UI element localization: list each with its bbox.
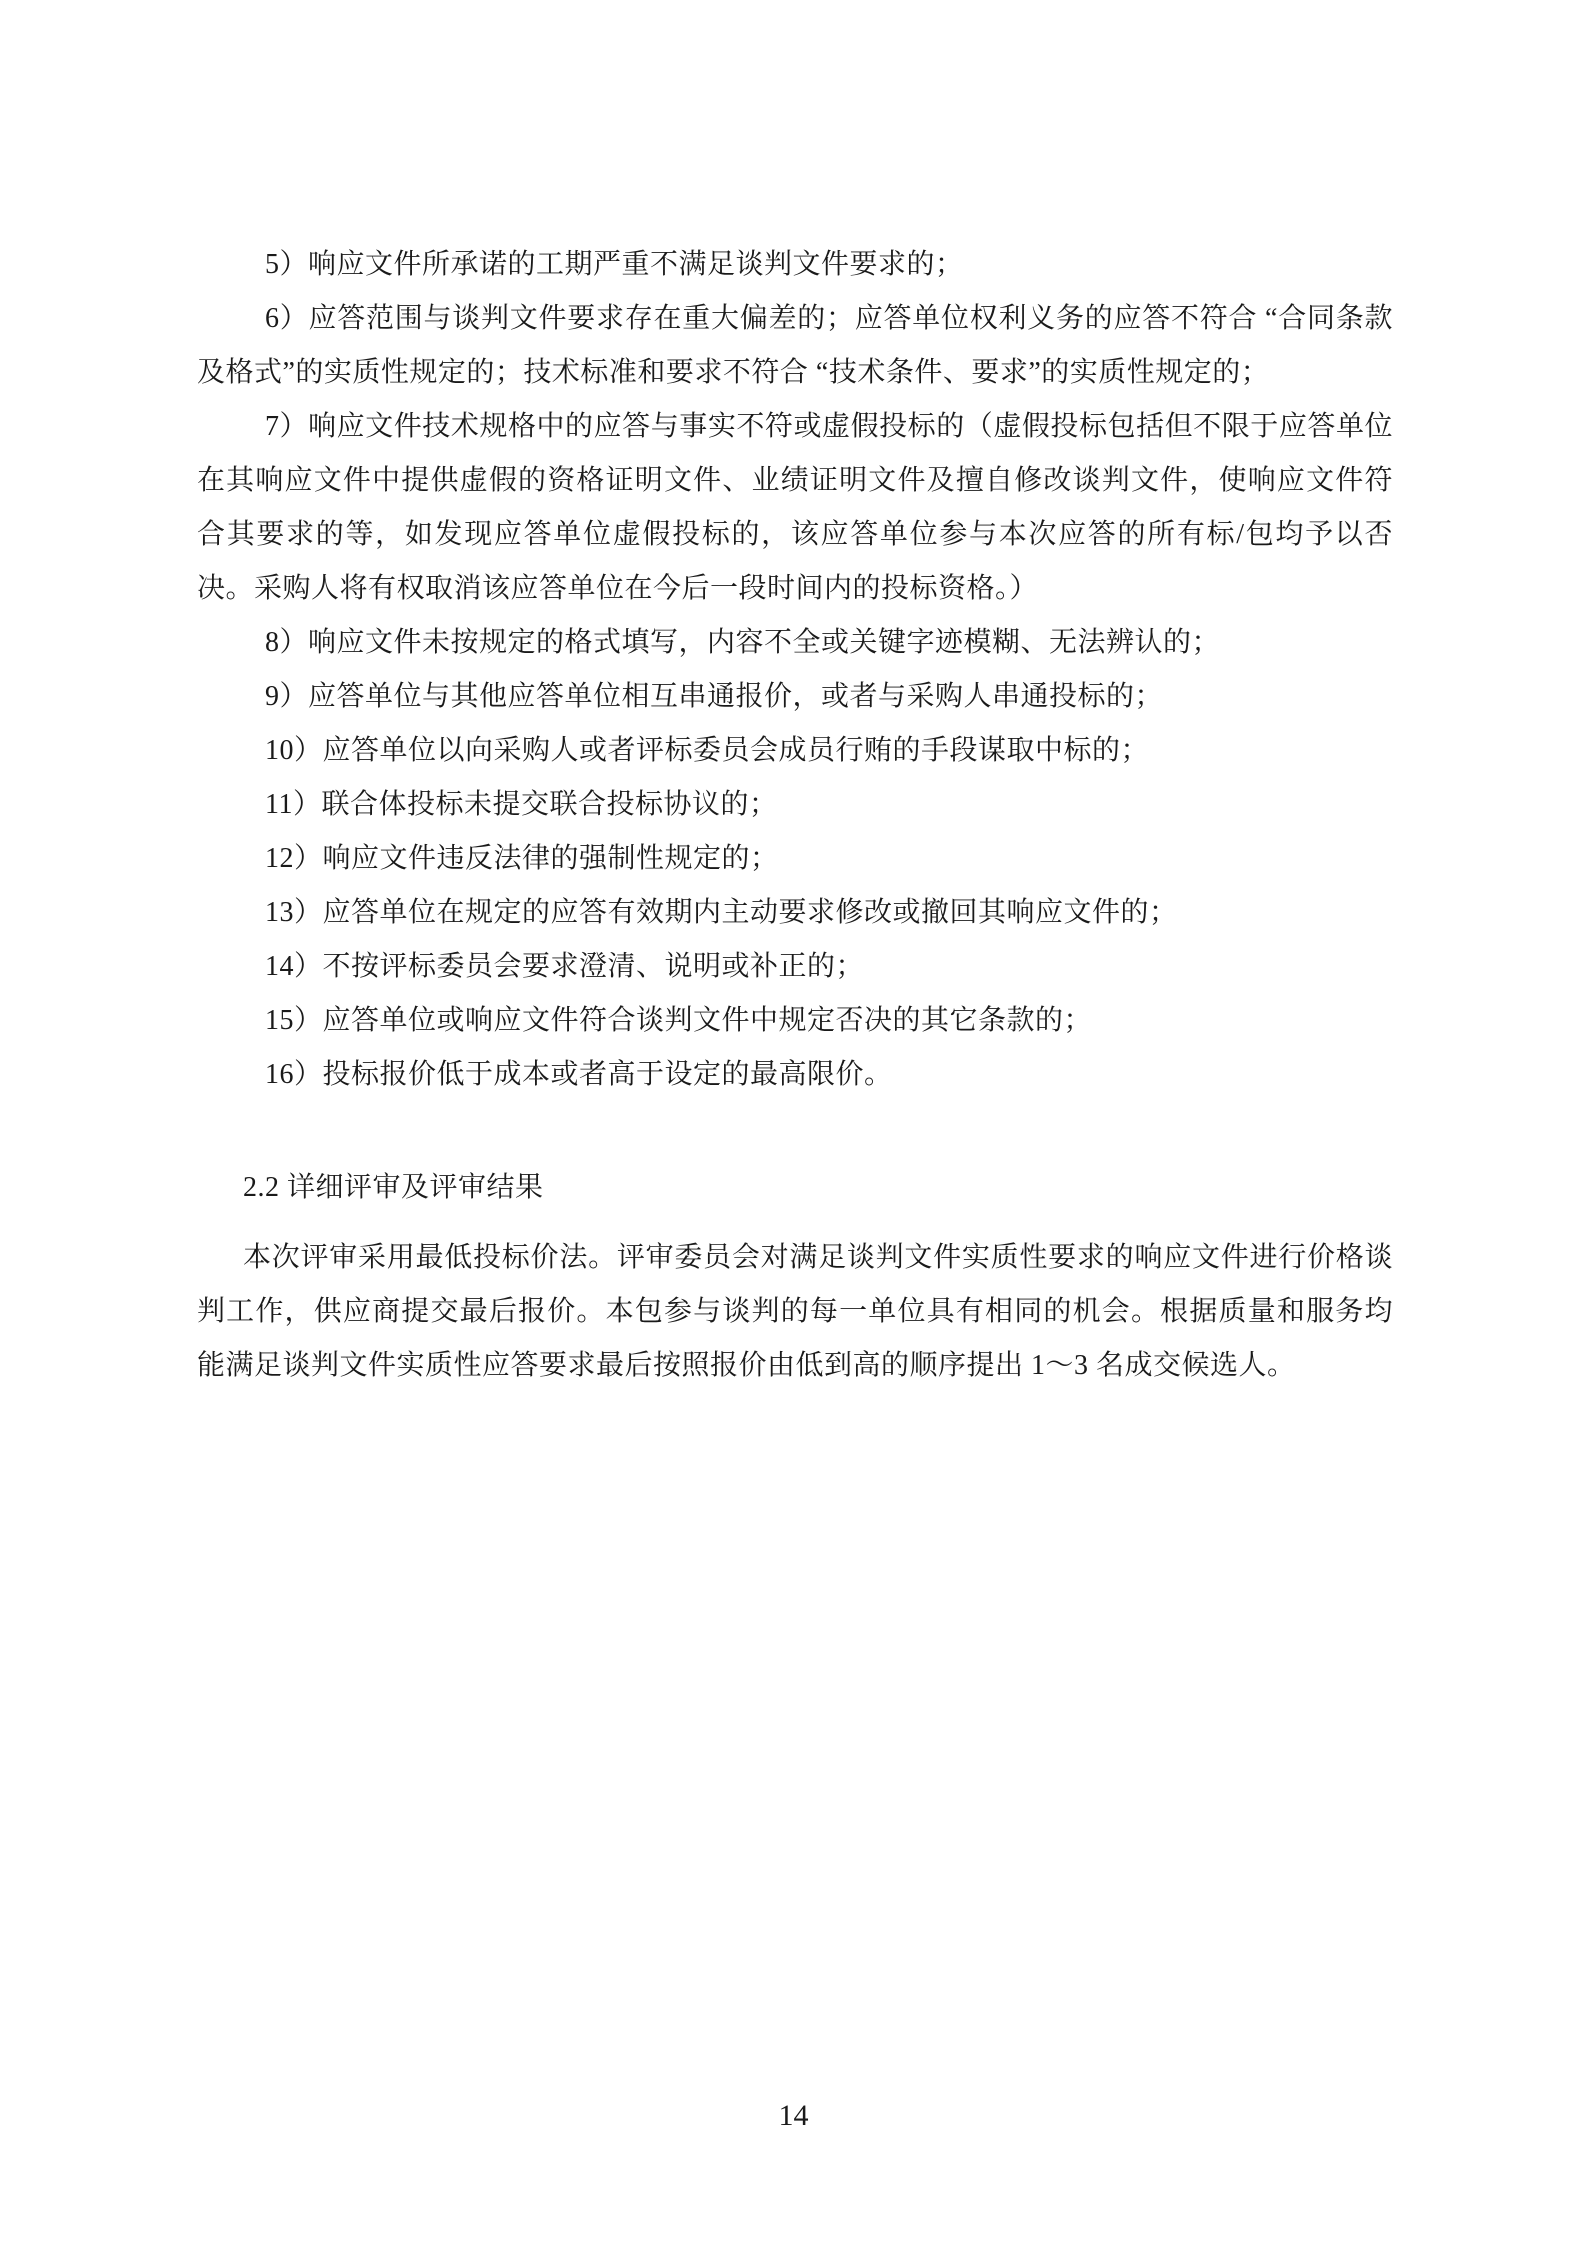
list-item-8: 8）响应文件未按规定的格式填写，内容不全或关键字迹模糊、无法辨认的； xyxy=(265,627,1221,658)
list-item-7: 7）响应文件技术规格中的应答与事实不符或虚假投标的（虚假投标包括但不限于应答单位在其响应文件中提供虚假的资格证明文件、业绩证明文件及擅自修改谈判文件，使响应文件符合其要求的等，如发现应答单位虚假投标的，该应答单位参与本次应答的所有标/包均予以否决。采购人将有权取消该应答单位在今后一段时间内的投标资格。） xyxy=(197,411,1393,604)
list-item-12: 12）响应文件违反法律的强制性规定的； xyxy=(265,843,779,874)
list-item-6: 6）应答范围与谈判文件要求存在重大偏差的；应答单位权利义务的应答不符合 “合同条款及格式”的实质性规定的；技术标准和要求不符合 “技术条件、要求”的实质性规定的； xyxy=(197,303,1393,388)
list-item-16: 16）投标报价低于成本或者高于设定的最高限价。 xyxy=(265,1059,893,1090)
list-item-10: 10）应答单位以向采购人或者评标委员会成员行贿的手段谋取中标的； xyxy=(265,735,1150,766)
evaluation-method-paragraph: 本次评审采用最低投标价法。评审委员会对满足谈判文件实质性要求的响应文件进行价格谈判工作，供应商提交最后报价。本包参与谈判的每一单位具有相同的机会。根据质量和服务均能满足谈判文件实质性应答要求最后按照报价由低到高的顺序提出 1～3 名成交候选人。 xyxy=(197,1242,1393,1381)
list-item-14: 14）不按评标委员会要求澄清、说明或补正的； xyxy=(265,951,865,982)
page-number: 14 xyxy=(778,2099,809,2132)
list-item-11: 11）联合体投标未提交联合投标协议的； xyxy=(265,789,778,820)
document-body xyxy=(197,238,1393,1393)
list-item-9: 9）应答单位与其他应答单位相互串通报价，或者与采购人串通投标的； xyxy=(265,681,1164,712)
list-item-13: 13）应答单位在规定的应答有效期内主动要求修改或撤回其响应文件的； xyxy=(265,897,1178,928)
list-item-15: 15）应答单位或响应文件符合谈判文件中规定否决的其它条款的； xyxy=(265,1005,1093,1036)
list-item-5: 5）响应文件所承诺的工期严重不满足谈判文件要求的； xyxy=(265,249,964,280)
page-footer xyxy=(0,2098,1587,2134)
section-heading: 2.2 详细评审及评审结果 xyxy=(243,1172,544,1203)
